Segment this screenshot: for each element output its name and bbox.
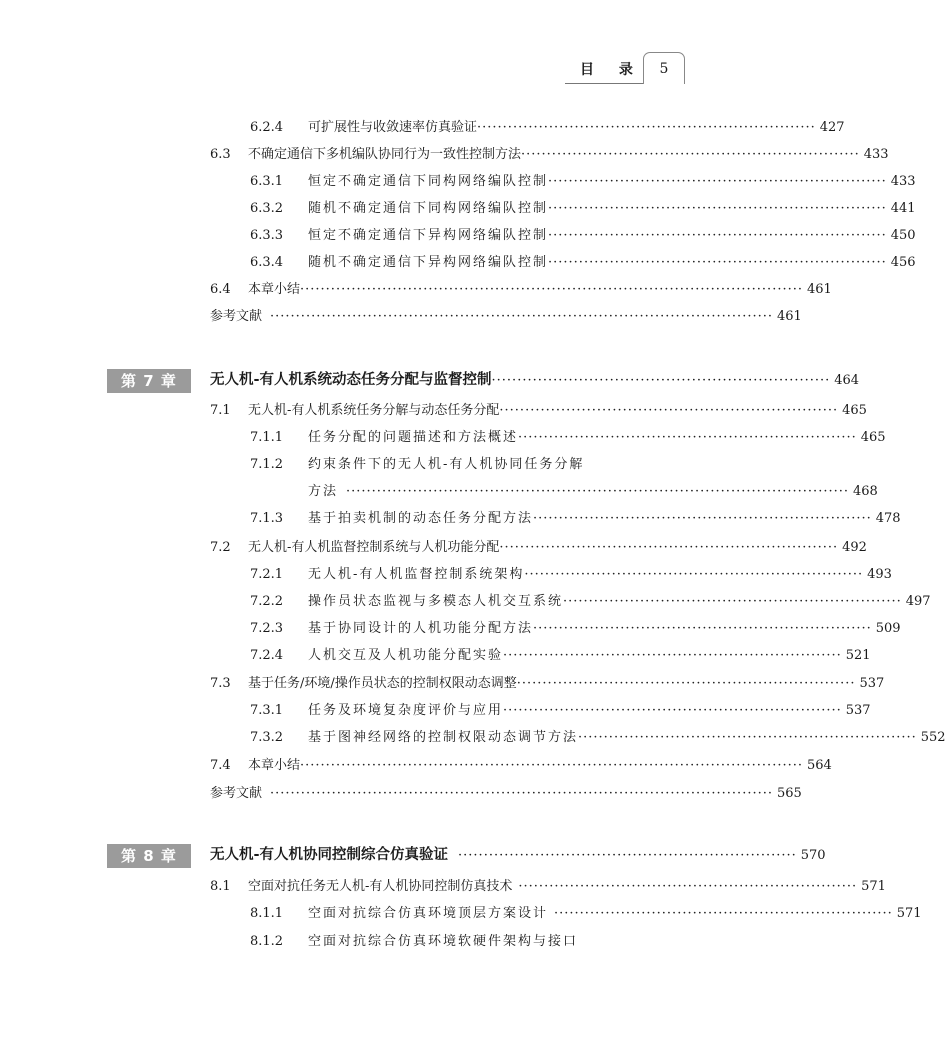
leader-dots: ·································································· — [548, 201, 887, 216]
leader-dots: ·································································································· — [300, 282, 803, 297]
leader-dots: ·································································· — [477, 120, 816, 135]
toc-entry[interactable] — [210, 397, 867, 424]
page-number-tab — [643, 52, 685, 84]
toc-entry-page: 456 — [890, 255, 916, 270]
toc-entry-number: 7.2 — [210, 540, 231, 555]
toc-entry[interactable] — [250, 168, 916, 195]
chapter-entry[interactable] — [210, 367, 860, 394]
header-rule — [565, 83, 643, 84]
toc-entry[interactable] — [250, 505, 901, 532]
toc-entry-page: 433 — [890, 174, 916, 189]
chapter-badge: 第 8 章 — [107, 844, 191, 868]
toc-entry-title: 空面对抗综合仿真环境顶层方案设计 — [308, 906, 549, 921]
toc-entry-title: 基于拍卖机制的动态任务分配方法 — [308, 511, 534, 526]
chapter-title: 无人机-有人机系统动态任务分配与监督控制 — [210, 372, 492, 388]
toc-entry-number: 7.1 — [210, 403, 231, 418]
toc-entry[interactable] — [250, 424, 886, 451]
toc-entry-title: 随机不确定通信下异构网络编队控制 — [308, 255, 549, 270]
toc-entry-page: 465 — [860, 430, 886, 445]
leader-dots: ·································································· — [578, 730, 917, 745]
chapter-title: 无人机-有人机协同控制综合仿真验证 — [210, 847, 449, 863]
toc-entry-number: 6.4 — [210, 282, 231, 297]
toc-entry-title: 基于任务/环境/操作员状态的控制权限动态调整 — [248, 676, 517, 691]
leader-dots: ·································································· — [516, 676, 856, 691]
leader-dots: ·································································· — [458, 848, 797, 863]
toc-entry-title: 恒定不确定通信下异构网络编队控制 — [308, 228, 549, 243]
toc-entry-page: 465 — [842, 403, 867, 418]
leader-dots: ·································································· — [533, 511, 872, 526]
toc-entry-number: 7.2.1 — [250, 567, 284, 582]
toc-entry-page: 478 — [875, 511, 901, 526]
toc-entry-number: 6.3.2 — [250, 201, 284, 216]
leader-dots: ·································································· — [533, 621, 872, 636]
toc-entry-number: 7.3.2 — [250, 730, 284, 745]
leader-dots: ·································································· — [521, 147, 860, 162]
toc-entry-number: 7.2.4 — [250, 648, 284, 663]
toc-entry-number: 6.3.3 — [250, 228, 284, 243]
toc-entry-page: 521 — [845, 648, 871, 663]
toc-entry-page: 433 — [863, 147, 889, 162]
toc-entry[interactable] — [210, 276, 832, 303]
leader-dots: ·································································································· — [300, 758, 803, 773]
toc-entry-number: 7.1.3 — [250, 511, 284, 526]
toc-entry[interactable] — [250, 900, 922, 927]
toc-entry-title: 约束条件下的无人机-有人机协同任务分解 — [308, 457, 585, 472]
toc-entry-number: 7.1.2 — [250, 457, 284, 472]
chapter-badge: 第 7 章 — [107, 369, 191, 393]
toc-entry-number: 6.3 — [210, 147, 231, 162]
toc-entry[interactable] — [250, 724, 946, 751]
toc-entry-page: 509 — [875, 621, 901, 636]
toc-entry-title: 随机不确定通信下同构网络编队控制 — [308, 201, 549, 216]
toc-entry-title: 本章小结 — [248, 758, 301, 773]
toc-entry[interactable] — [250, 451, 644, 478]
toc-entry[interactable] — [210, 303, 802, 330]
leader-dots: ·································································· — [548, 255, 887, 270]
toc-entry-title: 任务及环境复杂度评价与应用 — [308, 703, 504, 718]
leader-dots: ·································································· — [524, 567, 864, 582]
toc-entry[interactable] — [210, 534, 867, 561]
toc-entry-title: 不确定通信下多机编队协同行为一致性控制方法 — [248, 147, 522, 162]
leader-dots: ·································································· — [563, 594, 902, 609]
toc-entry-title: 无人机-有人机监督控制系统架构 — [308, 567, 525, 582]
toc-entry-page: 450 — [890, 228, 916, 243]
toc-entry[interactable] — [250, 195, 916, 222]
leader-dots: ·································································································· — [346, 484, 849, 499]
toc-entry[interactable] — [210, 141, 889, 168]
toc-entry-page: 497 — [905, 594, 931, 609]
toc-entry-number: 7.3.1 — [250, 703, 284, 718]
leader-dots: ·································································· — [518, 879, 858, 894]
toc-entry-page: 552 — [920, 730, 946, 745]
toc-entry-page: 564 — [806, 758, 832, 773]
toc-entry-page: 461 — [806, 282, 832, 297]
toc-entry-number: 7.4 — [210, 758, 231, 773]
leader-dots: ·································································· — [503, 648, 842, 663]
toc-entry-page: 570 — [800, 848, 826, 863]
toc-entry-title: 操作员状态监视与多模态人机交互系统 — [308, 594, 564, 609]
toc-entry[interactable] — [250, 249, 916, 276]
toc-entry-number: 8.1.2 — [250, 934, 284, 949]
leader-dots: ·································································· — [518, 430, 857, 445]
toc-entry-page: 464 — [834, 373, 860, 388]
toc-entry[interactable] — [210, 873, 886, 900]
toc-entry-title: 空面对抗任务无人机-有人机协同控制仿真技术 — [248, 879, 513, 894]
toc-entry-page: 571 — [896, 906, 922, 921]
toc-entry-title: 可扩展性与收敛速率仿真验证 — [308, 120, 478, 135]
leader-dots: ·································································· — [554, 906, 893, 921]
toc-entry-number: 6.2.4 — [250, 120, 284, 135]
toc-entry-page: 565 — [776, 786, 802, 801]
toc-entry-number: 6.3.1 — [250, 174, 284, 189]
toc-entry-number: 8.1 — [210, 879, 231, 894]
toc-entry-page: 461 — [776, 309, 802, 324]
toc-entry-title: 恒定不确定通信下同构网络编队控制 — [308, 174, 549, 189]
toc-entry-page: 441 — [890, 201, 916, 216]
leader-dots: ·································································· — [548, 174, 887, 189]
leader-dots: ·································································· — [499, 540, 839, 555]
toc-entry-number: 7.2.3 — [250, 621, 284, 636]
toc-entry[interactable] — [250, 588, 931, 615]
toc-entry[interactable] — [250, 928, 644, 955]
toc-entry-number: 7.2.2 — [250, 594, 284, 609]
header-label: 目 录 — [580, 62, 643, 78]
running-header — [565, 50, 685, 84]
toc-entry-title: 基于协同设计的人机功能分配方法 — [308, 621, 534, 636]
leader-dots: ·································································· — [491, 373, 831, 388]
leader-dots: ·································································· — [503, 703, 842, 718]
leader-dots: ·································································· — [548, 228, 887, 243]
toc-entry-page: 493 — [867, 567, 892, 582]
toc-entry-number: 6.3.4 — [250, 255, 284, 270]
toc-entry[interactable] — [250, 222, 916, 249]
toc-entry-page: 571 — [861, 879, 886, 894]
toc-entry-title: 参考文献 — [210, 786, 263, 801]
toc-entry[interactable] — [250, 697, 871, 724]
toc-entry-page: 492 — [842, 540, 867, 555]
leader-dots: ·································································································· — [270, 309, 773, 324]
toc-entry-title: 无人机-有人机监督控制系统与人机功能分配 — [248, 540, 500, 555]
toc-entry[interactable] — [210, 752, 832, 779]
toc-entry[interactable] — [210, 670, 885, 697]
toc-entry-title: 参考文献 — [210, 309, 263, 324]
toc-entry[interactable] — [250, 561, 892, 588]
toc-entry-continuation[interactable] — [308, 478, 878, 505]
toc-entry-title: 基于图神经网络的控制权限动态调节方法 — [308, 730, 579, 745]
toc-entry-title: 空面对抗综合仿真环境软硬件架构与接口 — [308, 934, 579, 949]
toc-entry-number: 8.1.1 — [250, 906, 284, 921]
toc-entry-page: 537 — [859, 676, 885, 691]
toc-entry[interactable] — [250, 615, 901, 642]
toc-entry-page: 537 — [845, 703, 871, 718]
toc-entry[interactable] — [210, 780, 802, 807]
toc-entry-title: 任务分配的问题描述和方法概述 — [308, 430, 519, 445]
toc-entry-title: 本章小结 — [248, 282, 301, 297]
toc-entry[interactable] — [250, 642, 871, 669]
toc-entry-number: 7.1.1 — [250, 430, 284, 445]
leader-dots: ·································································· — [499, 403, 839, 418]
toc-entry-number: 7.3 — [210, 676, 231, 691]
toc-entry-title: 无人机-有人机系统任务分解与动态任务分配 — [248, 403, 500, 418]
toc-entry-title: 方法 — [308, 484, 339, 499]
leader-dots: ·································································································· — [270, 786, 773, 801]
toc-entry[interactable] — [250, 114, 845, 141]
toc-entry-title: 人机交互及人机功能分配实验 — [308, 648, 504, 663]
toc-entry-page: 468 — [852, 484, 878, 499]
page-number: 5 — [659, 61, 669, 77]
toc-entry-page: 427 — [819, 120, 845, 135]
chapter-entry[interactable] — [210, 842, 826, 869]
